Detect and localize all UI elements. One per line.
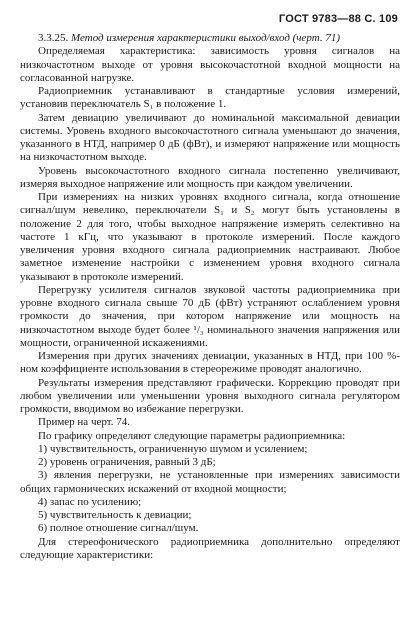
paragraph: Пример на черт. 74. [38,416,130,429]
paragraph: Затем девиацию увеличивают до номинальной максимальной девиации системы. Уровень входного высокочастотного сигнала уменьшают до значения, указанного в НТД, например 0 дБ (фВт), и измеряют напряжение или мощность на низкочастотном выходе. [20,111,400,164]
parameter-list [20,443,400,536]
list-item: 6) полное отношение сигнал/шум. [38,522,199,535]
list-item: 1) чувствительность, ограниченную шумом и усилением; [38,442,308,455]
paragraph: При измерениях на низких уровнях входного сигнала, когда отношение сигнал/шум невелико, переключатели S₁ и S₂ могут быть установлены в положение 2 для того, чтобы выходное напряжение измерять селективно на частоте 1 кГц, что указывают в протоколе измерений. После каждого увеличения уровня входного сигнала радиоприемник настраивают. Любое заметное изменение настройки с изменением уровня входного сигнала указывают в протоколе измерений. [20,191,400,283]
list-item: 2) уровень ограничения, равный 3 дБ; [38,456,216,468]
paragraph: Результаты измерения представляют графически. Коррекцию проводят при любом увеличении или уменьшении уровня выходного сигнала регулятором громкости, вводимом во избежание перегрузки. [20,376,400,415]
section-heading [20,32,400,45]
closing-paragraph: Для стереофонического радиоприемника дополнительно определяют следующие характеристики: [20,535,400,561]
list-item: 4) запас по усилению; [38,495,142,508]
list-item: 5) чувствительность к девиации; [38,509,192,521]
paragraph: По графику определяют следующие параметры радиоприемника: [38,429,346,442]
section-number: 3.3.25. [38,32,69,44]
paragraph: Определяемая характеристика: зависимость уровня сигналов на низкочастотном выходе от уровня высокочастотной входной мощности на согласованной нагрузке. [20,45,400,84]
paragraph: Уровень высокочастотного входного сигнала постепенно увеличивают, измеряя выходное напряжение или мощность при каждом увеличении. [20,164,400,190]
paragraph: Измерения при других значениях девиации, указанных в НТД, при 100 %-ном коэффициенте использования в стереорежиме проводят аналогично. [20,350,400,376]
list-item: 3) явления перегрузки, не установленные при измерениях зависимости общих гармонических искажений от входной мощности; [20,469,400,495]
section-title: Метод измерения характеристики выход/вход (черт. 71) [71,32,341,44]
paragraph: Радиоприемник устанавливают в стандартные условия измерений, установив переключатель S₁ в положение 1. [20,85,400,111]
document-body [20,32,400,562]
paragraph: Перегрузку усилителя сигналов звуковой частоты радиоприемника при уровне входного сигнала свыше 70 дБ (фВт) устраняют ослаблением уровня громкости до значения, при котором напряжение или мощность на низкочастотном выходе будет более ¹/₃ номинального значения напряжения или мощности, ограниченной искажениями. [20,283,400,349]
page-header: ГОСТ 9783—88 С. 109 [278,13,398,25]
